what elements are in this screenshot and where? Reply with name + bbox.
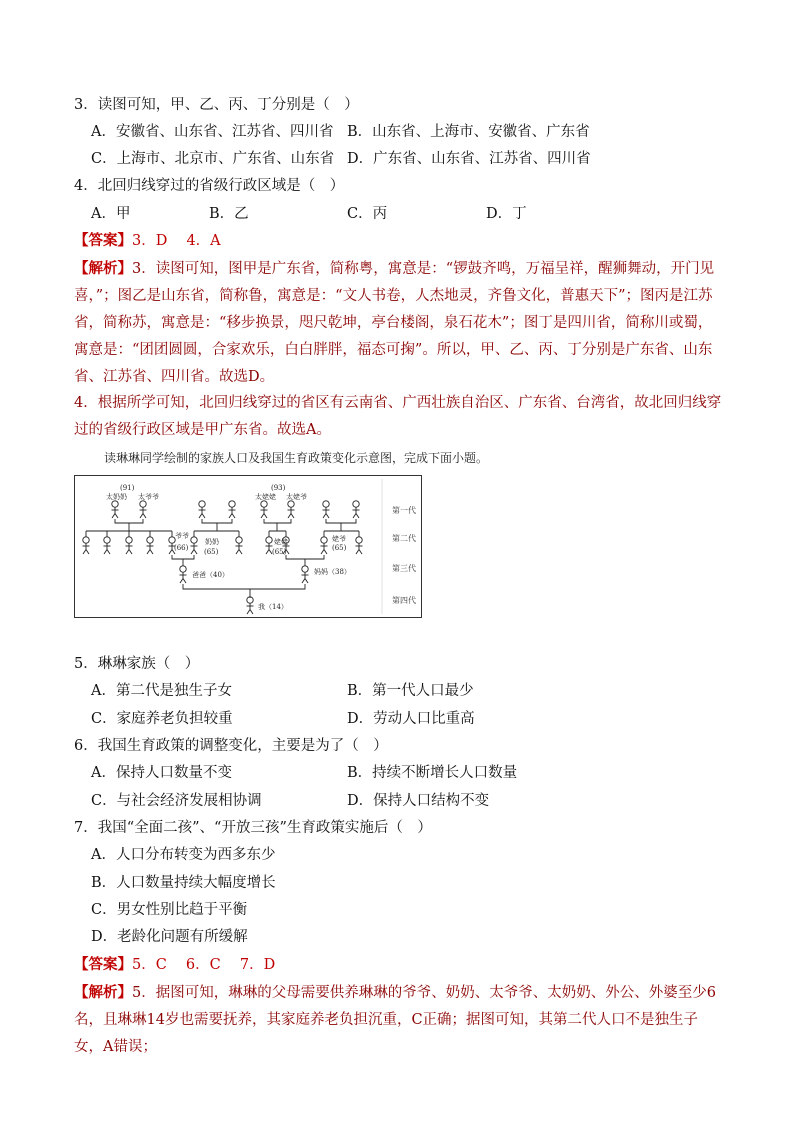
q5-option-b: B．第一代人口最少 xyxy=(347,683,474,699)
q3-option-b: B．山东省、上海市、安徽省、广东省 xyxy=(347,124,590,140)
gen-label-2: 第二代 xyxy=(392,534,416,543)
q6-stem: 6．我国生育政策的调整变化，主要是为了（ ） xyxy=(74,738,388,754)
maternal-great-grandma-label: 太姥姥 xyxy=(255,493,276,501)
q4-stem: 4．北回归线穿过的省级行政区域是（ ） xyxy=(74,178,345,194)
analysis-q4: 4．根据所学可知，北回归线穿过的省区有云南省、广西壮族自治区、广东省、台湾省，故北回归线穿过的省级行政区域是甲广东省。故选A。 xyxy=(74,395,722,438)
grandma-age: (65) xyxy=(204,548,219,556)
q7-option-d: D．老龄化问题有所缓解 xyxy=(91,929,248,945)
analysis-tag: 【解析】 xyxy=(74,260,132,277)
maternal-great-grandma-age: (93) xyxy=(271,484,286,492)
gen-label-1: 第一代 xyxy=(392,506,416,515)
q3-option-d: D．广东省、山东省、江苏省、四川省 xyxy=(347,151,591,167)
analysis-tag: 【解析】 xyxy=(74,984,132,1001)
q6-option-a: A．保持人口数量不变 xyxy=(91,765,232,781)
q5-option-c: C．家庭养老负担较重 xyxy=(91,711,233,727)
answer-tag: 【答案】 xyxy=(74,232,132,249)
q7-option-a: A．人口分布转变为西多东少 xyxy=(91,847,276,863)
me-label: 我（14） xyxy=(258,603,288,611)
maternal-grandma-age: (65) xyxy=(272,548,287,556)
q4-option-b: B．乙 xyxy=(209,206,249,222)
great-grandma-age: (91) xyxy=(120,484,135,492)
maternal-grandpa-age: (65) xyxy=(332,544,347,552)
mom-label: 妈妈（38） xyxy=(314,568,351,576)
q7-option-c: C．男女性别比趋于平衡 xyxy=(91,902,248,918)
q6-option-d: D．保持人口结构不变 xyxy=(347,793,490,809)
grandma-label: 奶奶 xyxy=(205,538,219,546)
figure-intro: 读琳琳同学绘制的家族人口及我国生育政策变化示意图，完成下面小题。 xyxy=(104,451,489,465)
grandpa-label: 爷爷 xyxy=(175,532,189,540)
maternal-grandpa-label: 姥爷 xyxy=(332,535,346,543)
q3-option-a: A．安徽省、山东省、江苏省、四川省 xyxy=(91,124,334,140)
q3-stem: 3．读图可知，甲、乙、丙、丁分别是（ ） xyxy=(74,97,359,113)
analysis-block-1 xyxy=(74,255,724,391)
analysis-block-2 xyxy=(74,979,724,1061)
gen-label-3: 第三代 xyxy=(392,564,416,573)
q5-stem: 5．琳琳家族（ ） xyxy=(74,656,200,672)
answer-block-1 xyxy=(74,231,221,251)
q4-option-a: A．甲 xyxy=(91,206,131,222)
answer-text: 5．C 6．C 7．D xyxy=(132,957,276,973)
q7-stem: 7．我国“全面二孩”、“开放三孩”生育政策实施后（ ） xyxy=(74,820,432,836)
grandpa-age: (66) xyxy=(174,544,189,552)
answer-tag: 【答案】 xyxy=(74,956,132,973)
q5-option-d: D．劳动人口比重高 xyxy=(347,711,475,727)
q6-option-b: B．持续不断增长人口数量 xyxy=(347,765,518,781)
analysis-q3: 3．读图可知，图甲是广东省，简称粤，寓意是：“锣鼓齐鸣，万福呈祥，醒狮舞动，开门见喜，”；图乙是山东省，简称鲁，寓意是：“文人书卷，人杰地灵，齐鲁文化，普惠天下”；图丙是江苏省，简称苏，寓意是：“移步换景，咫尺乾坤，亭台楼阁，泉石花木”；图丁是四川省，简称川或蜀，寓意是：“团团圆圆，合家欢乐，白白胖胖，福态可掬”。所以，甲、乙、丙、丁分别是广东省、山东省、江苏省、四川省。故选D。 xyxy=(74,261,715,385)
answer-block-2 xyxy=(74,955,275,975)
q5-option-a: A．第二代是独生子女 xyxy=(91,683,232,699)
analysis-q5: 5．据图可知，琳琳的父母需要供养琳琳的爷爷、奶奶、太爷爷、太奶奶、外公、外婆至少6名，且琳琳14岁也需要抚养，其家庭养老负担沉重，C正确；据图可知，其第二代人口不是独生子女，A错误； xyxy=(74,985,716,1055)
q3-option-c: C．上海市、北京市、广东省、山东省 xyxy=(91,151,335,167)
q6-option-c: C．与社会经济发展相协调 xyxy=(91,793,262,809)
q4-option-d: D．丁 xyxy=(486,206,527,222)
great-grandma-label: 太奶奶 xyxy=(106,493,127,501)
dad-label: 爸爸（40） xyxy=(192,571,229,579)
great-grandpa-label: 太爷爷 xyxy=(138,493,159,501)
maternal-great-grandpa-label: 太姥爷 xyxy=(286,493,307,501)
answer-text: 3．D 4．A xyxy=(132,233,221,249)
q4-option-c: C．丙 xyxy=(347,206,388,222)
maternal-grandma-label: 姥姥 xyxy=(274,538,288,546)
q7-option-b: B．人口数量持续大幅度增长 xyxy=(91,875,276,891)
gen-label-4: 第四代 xyxy=(392,596,416,605)
family-tree-figure xyxy=(74,475,422,618)
